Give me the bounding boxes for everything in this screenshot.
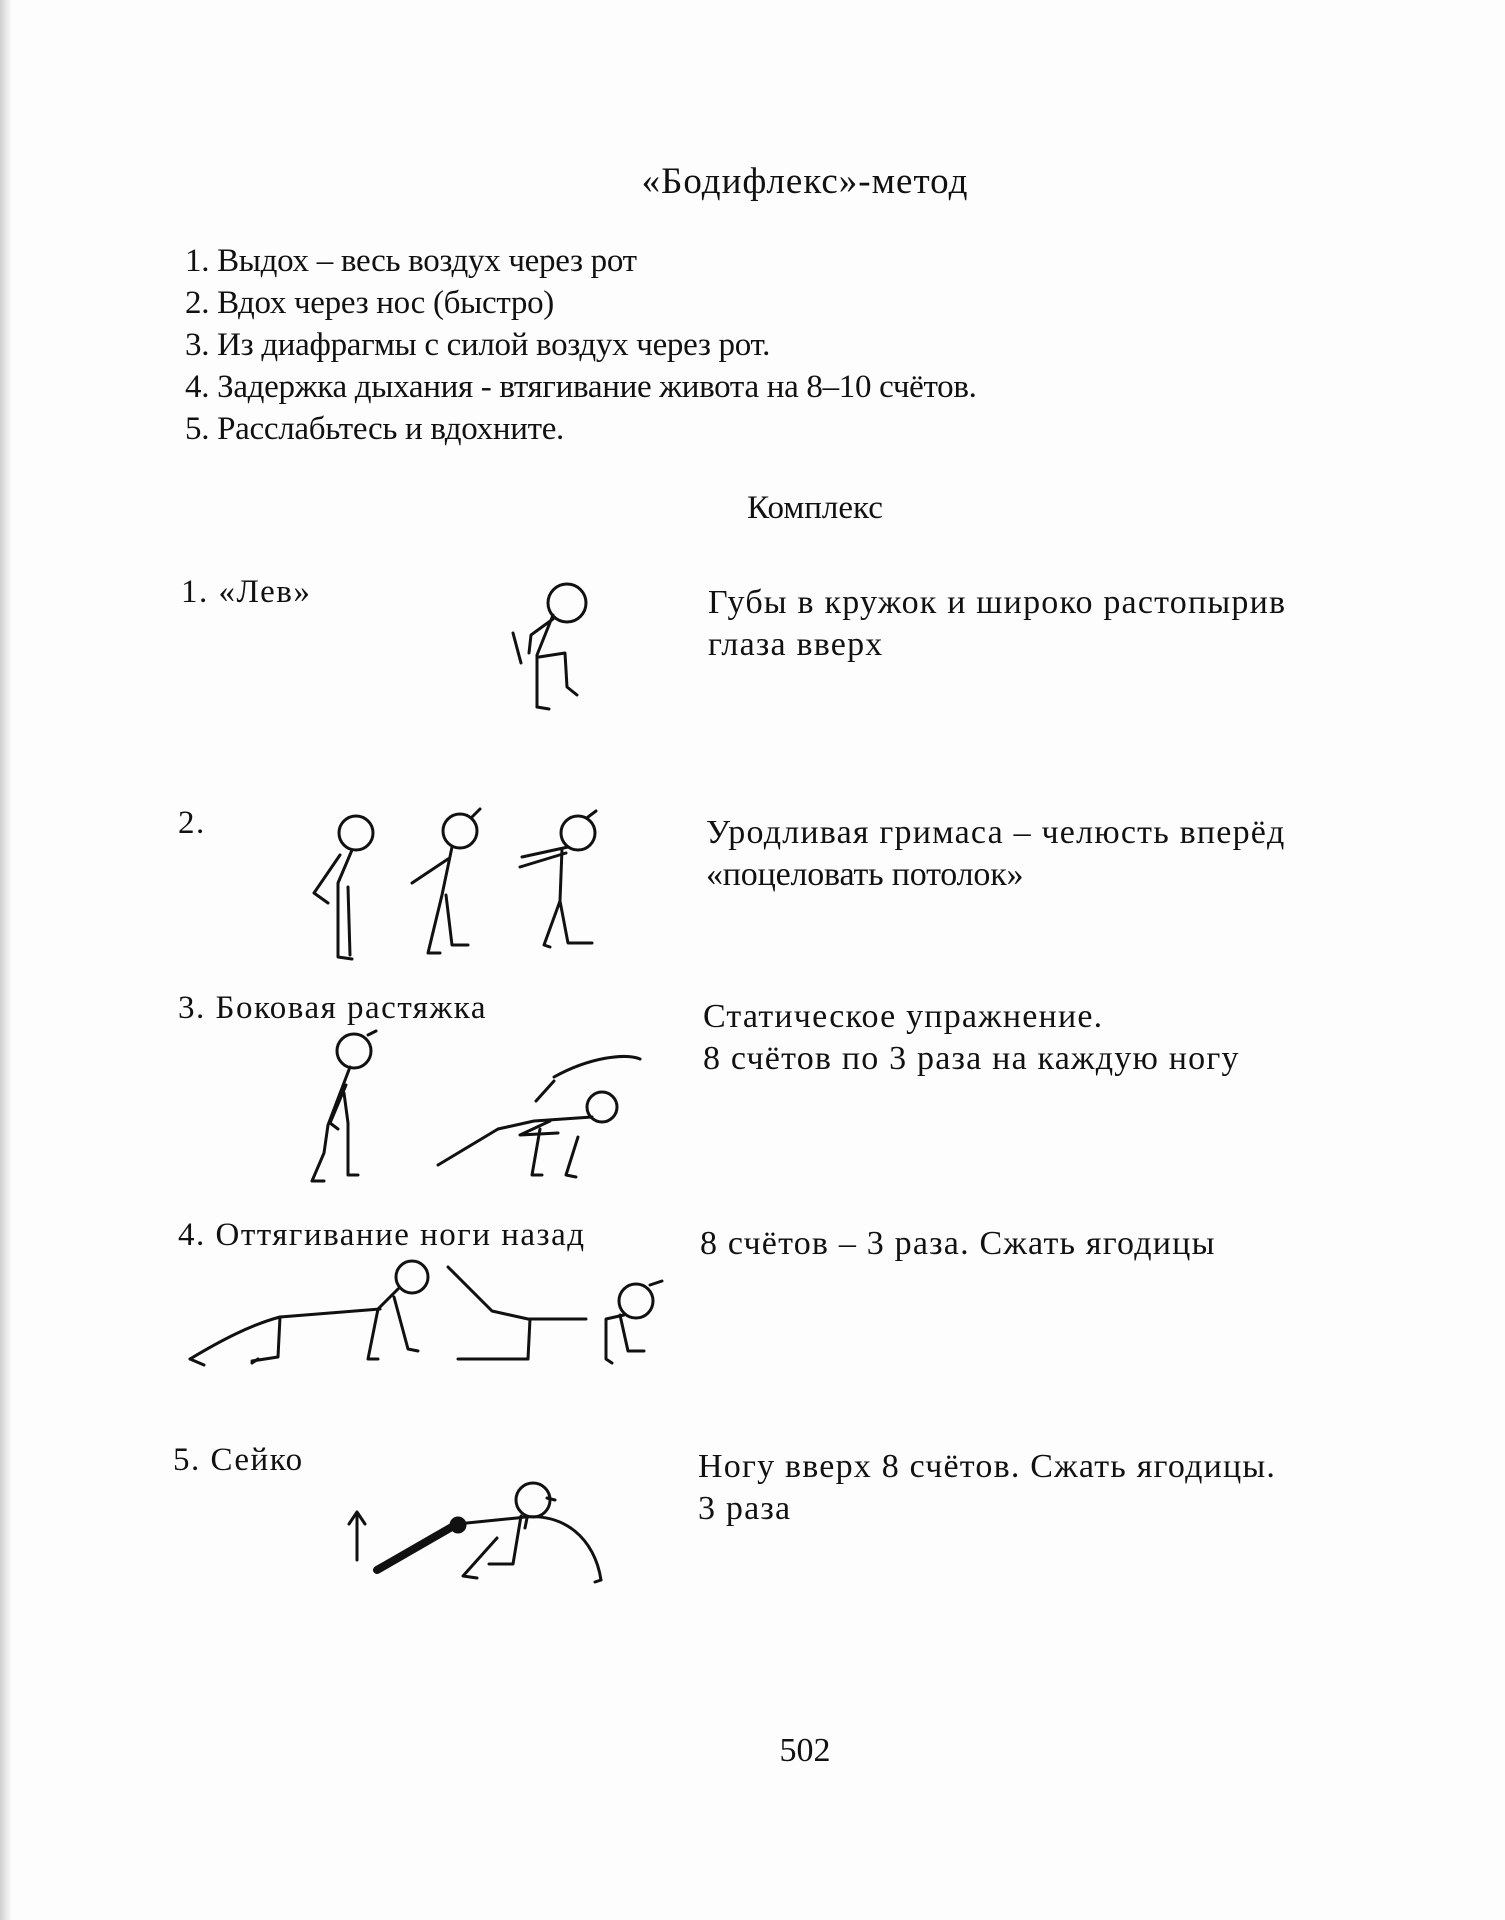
exercise-2-description: Уродливая гримаса – челюсть вперёд «поцеловать потолок» (706, 814, 1286, 893)
exercise-1-description: Губы в кружок и широко растопырив глаза вверх (708, 584, 1287, 663)
method-steps-list (185, 240, 977, 450)
exercise-5-label (173, 1442, 304, 1479)
exercise-name: Оттягивание ноги назад (215, 1217, 586, 1253)
up-arrow-icon (349, 1512, 365, 1560)
side-stretch-figure (310, 1025, 650, 1185)
exercise-4-label (178, 1217, 586, 1254)
page-title: «Бодифлекс»-метод (641, 161, 969, 202)
exercise-5-description: Ногу вверх 8 счётов. Сжать ягодицы. 3 раза (698, 1448, 1277, 1527)
scan-edge-shadow (0, 0, 12, 1920)
exercise-number: 2. (178, 805, 206, 841)
exercise-number: 1. (181, 574, 209, 610)
method-step: 2. Вдох через нос (быстро) (185, 285, 554, 321)
method-step: 5. Расслабьтесь и вдохните. (185, 411, 565, 447)
section-subtitle: Комплекс (747, 490, 883, 526)
page-number: 502 (779, 1732, 831, 1769)
exercise-3-label (178, 990, 487, 1027)
exercise-name: Сейко (210, 1442, 304, 1478)
lion-pose-figure (495, 575, 595, 725)
grimace-sequence-figure (300, 805, 600, 965)
exercise-number: 3. (178, 990, 206, 1026)
method-step: 3. Из диафрагмы с силой воздух через рот. (185, 327, 771, 363)
exercise-1-label (181, 574, 311, 611)
method-step: 1. Выдох – весь воздух через рот (185, 243, 637, 279)
exercise-number: 5. (173, 1442, 201, 1478)
leg-pull-back-figure (180, 1255, 670, 1375)
seiko-pose-figure (345, 1470, 615, 1590)
exercise-4-description: 8 счётов – 3 раза. Сжать ягодицы (700, 1225, 1216, 1262)
exercise-3-description: Статическое упражнение. 8 счётов по 3 раза на каждую ногу (703, 998, 1240, 1077)
exercise-name: Боковая растяжка (215, 990, 487, 1026)
exercise-number: 4. (178, 1217, 206, 1253)
method-step: 4. Задержка дыхания - втягивание живота на 8–10 счётов. (185, 369, 977, 405)
exercise-name: «Лев» (218, 574, 312, 610)
exercise-2-label (178, 805, 206, 842)
